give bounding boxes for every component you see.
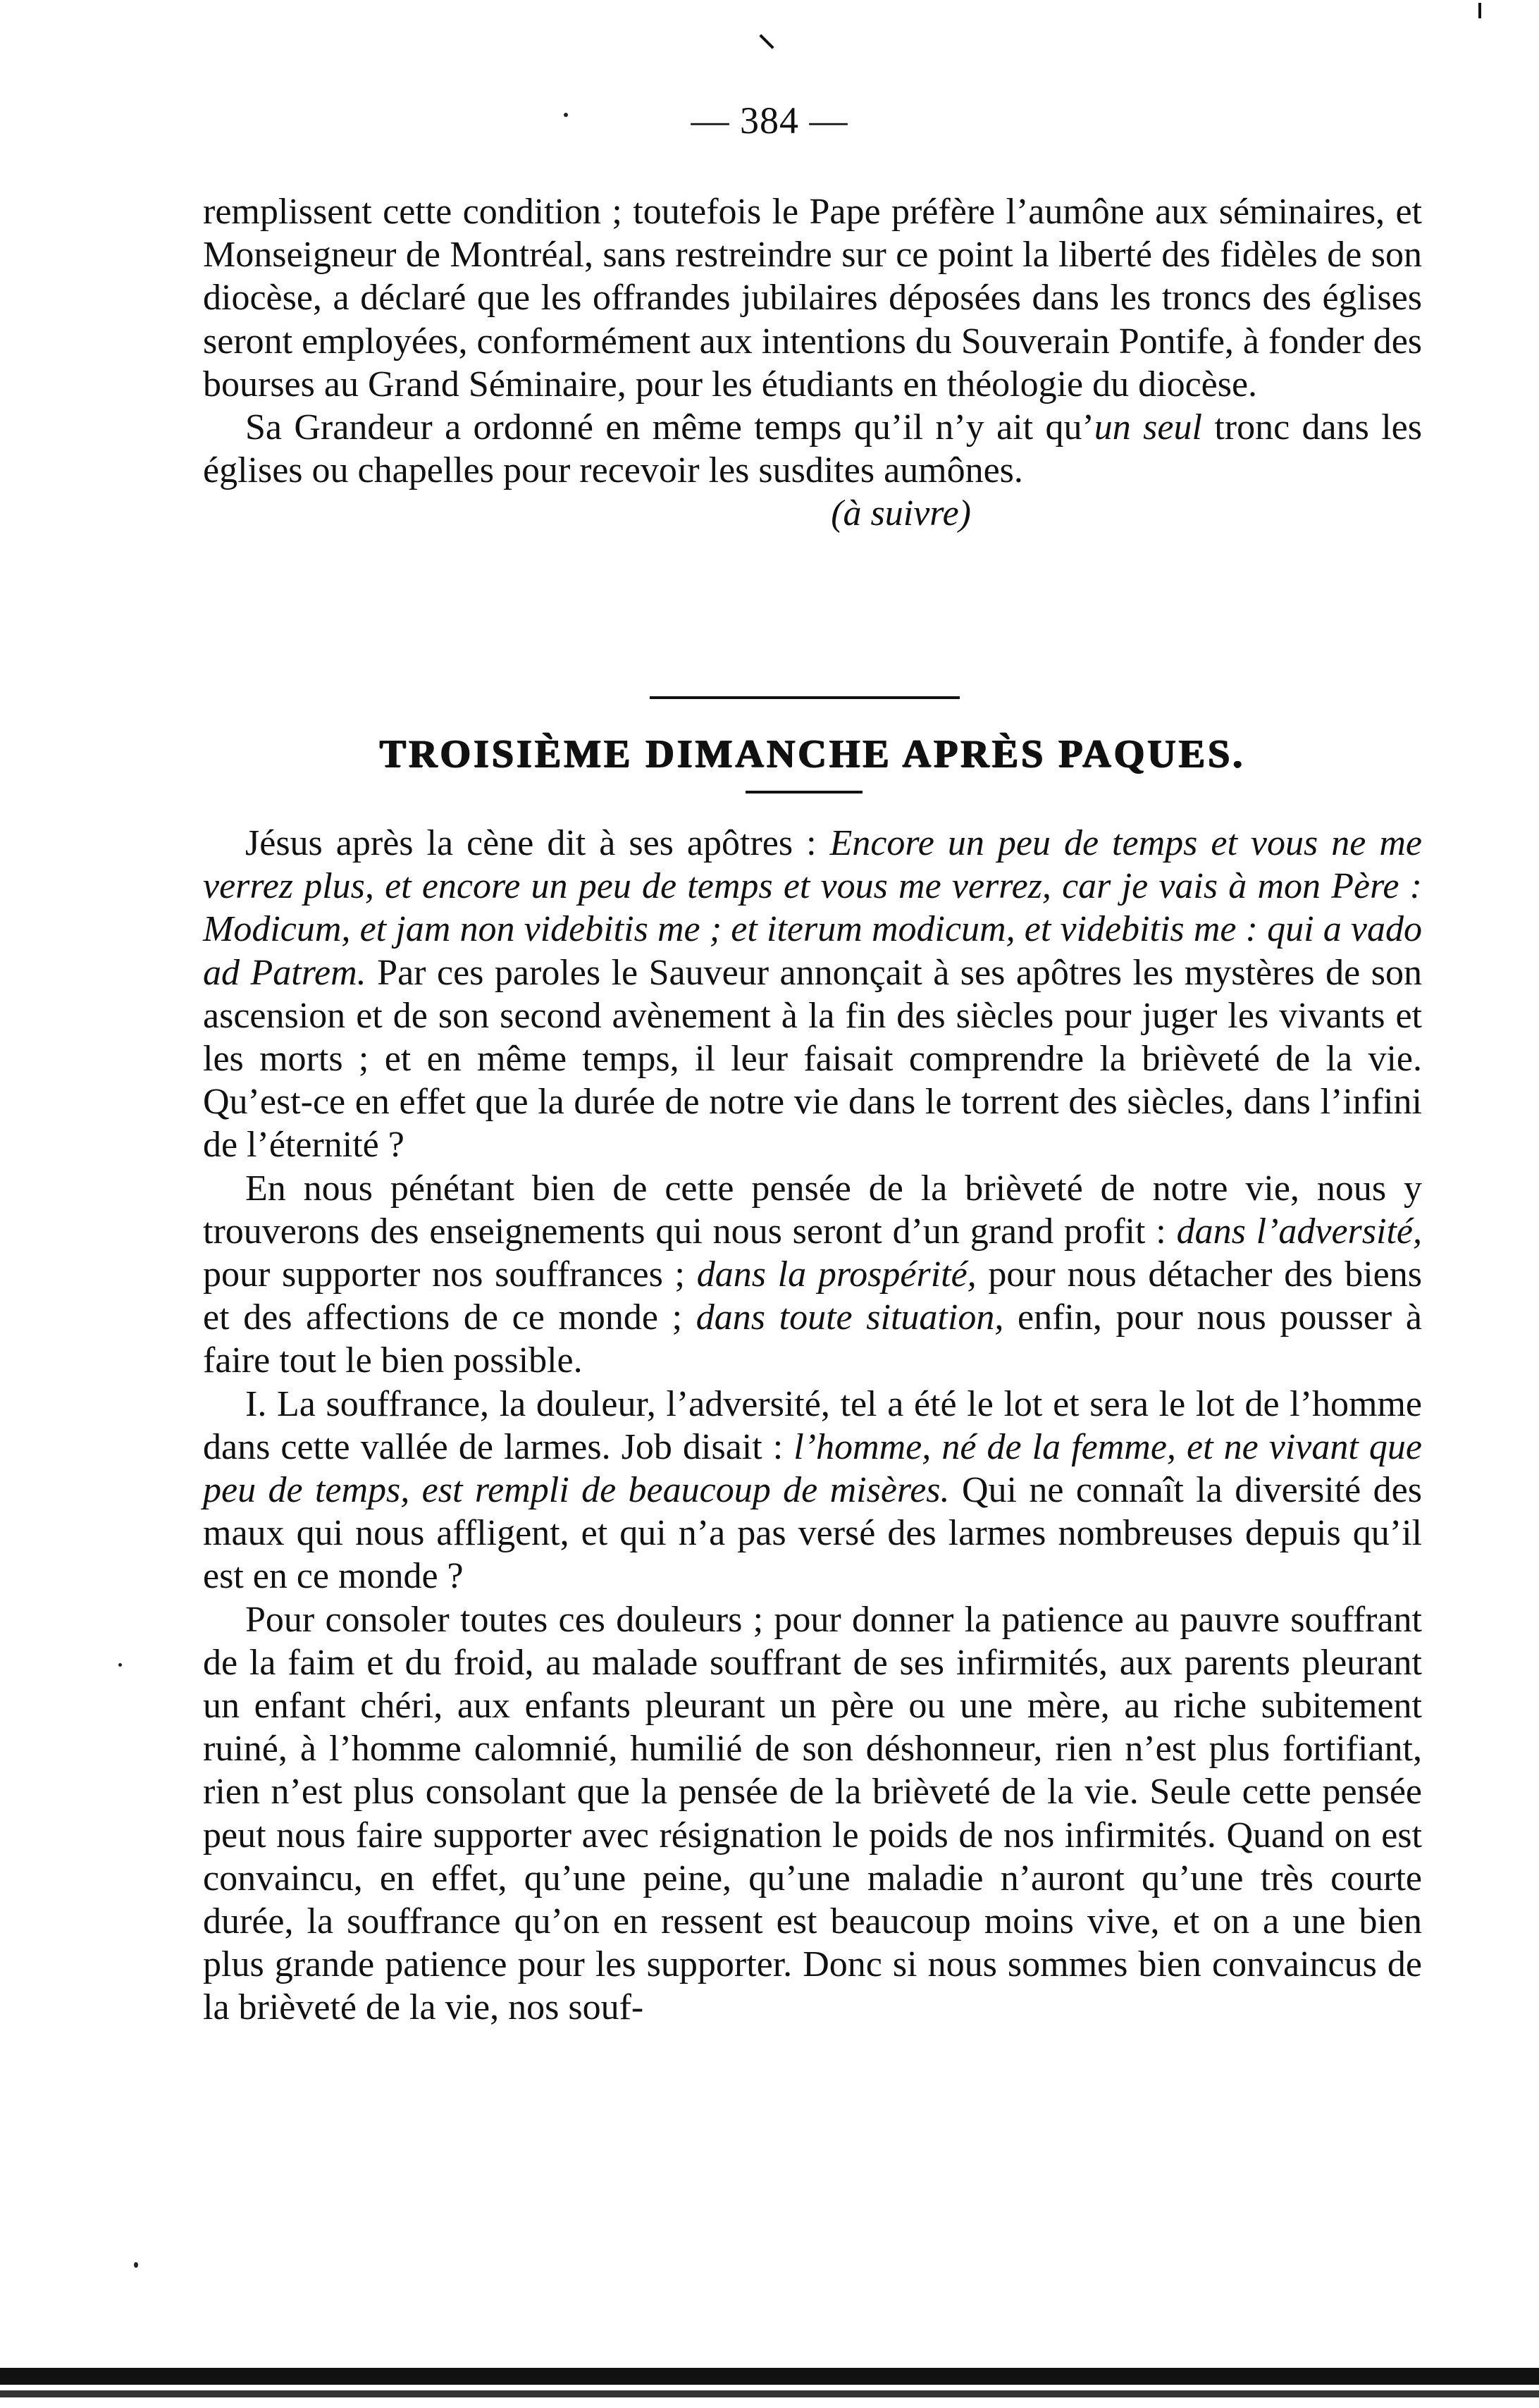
paragraph-grandeur bbox=[203, 406, 1422, 492]
scan-mark-corner bbox=[1478, 3, 1481, 18]
italic-run: Encore un peu de temps et vous ne me verrez plus, et encore un peu de temps et vous me verrez, car je vais à mon Père : Modicum, et jam non videbitis me ; et iterum modicum, et videbitis me : qui a vado ad Patrem. bbox=[203, 823, 1422, 993]
text-block-main bbox=[203, 822, 1422, 2030]
italic-run: un seul bbox=[1094, 407, 1202, 448]
paragraph-jesus bbox=[203, 822, 1422, 1167]
italic-run: dans toute situation, bbox=[696, 1297, 1004, 1338]
scan-bottom-edge bbox=[0, 2368, 1539, 2385]
text-run: Qui ne connaît la diversité des maux qui nous affligent, et qui n’a pas versé des larmes nombreuses depuis qu’il est en ce monde ? bbox=[203, 1470, 1422, 1597]
paragraph-consoler: Pour consoler toutes ces douleurs ; pour donner la patience au pauvre souffrant de la faim et du froid, au malade souffrant de ses infirmités, aux parents pleurant un enfant chéri, aux enfants pleurant un père ou une mère, au riche subitement ruiné, à l’homme calomnié, humilié de son déshonneur, rien n’est plus fortifiant, rien n’est plus consolant que la pensée de la brièveté de la vie. Seule cette pensée peut nous faire supporter avec résignation le poids de nos infirmités. Quand on est convaincu, en effet, qu’une peine, qu’une maladie n’auront qu’une très courte durée, la souffrance qu’on en ressent est beaucoup moins vive, et on a une bien plus grande patience pour les supporter. Donc si nous sommes bien convaincus de la brièveté de la vie, nos souf- bbox=[203, 1599, 1422, 2028]
paragraph-souffrance bbox=[203, 1383, 1422, 1598]
text-run: I. La souffrance, la douleur, l’adversité, tel a été le lot et sera le lot de l’homme dans cette vallée de larmes. Job disait : bbox=[203, 1383, 1422, 1467]
section-rule bbox=[650, 696, 960, 699]
page-number: — 384 — bbox=[691, 99, 848, 142]
text-run: enfin, pour nous pousser à faire tout le bien possible. bbox=[203, 1297, 1422, 1381]
italic-run: l’homme, né de la femme, et ne vivant que peu de temps, est rempli de beaucoup de misères. bbox=[203, 1426, 1422, 1511]
text-block-top bbox=[203, 190, 1422, 536]
text-run: pour supporter nos souffrances ; bbox=[203, 1254, 697, 1295]
scan-bottom-edge-shadow bbox=[0, 2390, 1539, 2397]
section-heading: TROISIÈME DIMANCHE APRÈS PAQUES. bbox=[379, 732, 1246, 776]
text-run: Sa Grandeur a ordonné en même temps qu’il n’y ait qu’ bbox=[245, 407, 1094, 448]
italic-run: dans l’adversité, bbox=[1176, 1211, 1422, 1252]
text-run: Jésus après la cène dit à ses apôtres : bbox=[245, 823, 830, 863]
heading-rule bbox=[746, 791, 863, 794]
paragraph-offrandes: remplissent cette condition ; toutefois le Pape préfère l’aumône aux séminaires, et Monseigneur de Montréal, sans restreindre sur ce point la liberté des fidèles de son diocèse, a déclaré que les offrandes jubilaires déposées dans les troncs des églises seront employées, conformément aux intentions du Souverain Pontife, à fonder des bourses au Grand Séminaire, pour les étudiants en théologie du diocèse. bbox=[203, 192, 1423, 405]
italic-run: dans la prospérité, bbox=[696, 1254, 977, 1295]
text-run: En nous pénétant bien de cette pensée de la brièveté de notre vie, nous y trouverons des enseignements qui nous seront d’un grand profit : bbox=[203, 1168, 1422, 1252]
text-run: Par ces paroles le Sauveur annonçait à ses apôtres les mystères de son ascension et de son second avènement à la fin des siècles pour juger les vivants et les morts ; et en même temps, il leur faisait comprendre la brièveté de la vie. Qu’est-ce en effet que la durée de notre vie dans le torrent des siècles, dans l’infini de l’éternité ? bbox=[203, 952, 1422, 1166]
scan-speck bbox=[134, 2262, 138, 2268]
scan-speck bbox=[118, 1663, 122, 1667]
text-run: tronc dans les églises ou chapelles pour recevoir les susdites aumônes. bbox=[203, 407, 1422, 491]
a-suivre: (à suivre) bbox=[831, 493, 971, 534]
scan-mark-top bbox=[759, 34, 774, 49]
paragraph-brievete bbox=[203, 1167, 1422, 1383]
text-run: pour nous détacher des biens et des affections de ce monde ; bbox=[203, 1254, 1422, 1338]
